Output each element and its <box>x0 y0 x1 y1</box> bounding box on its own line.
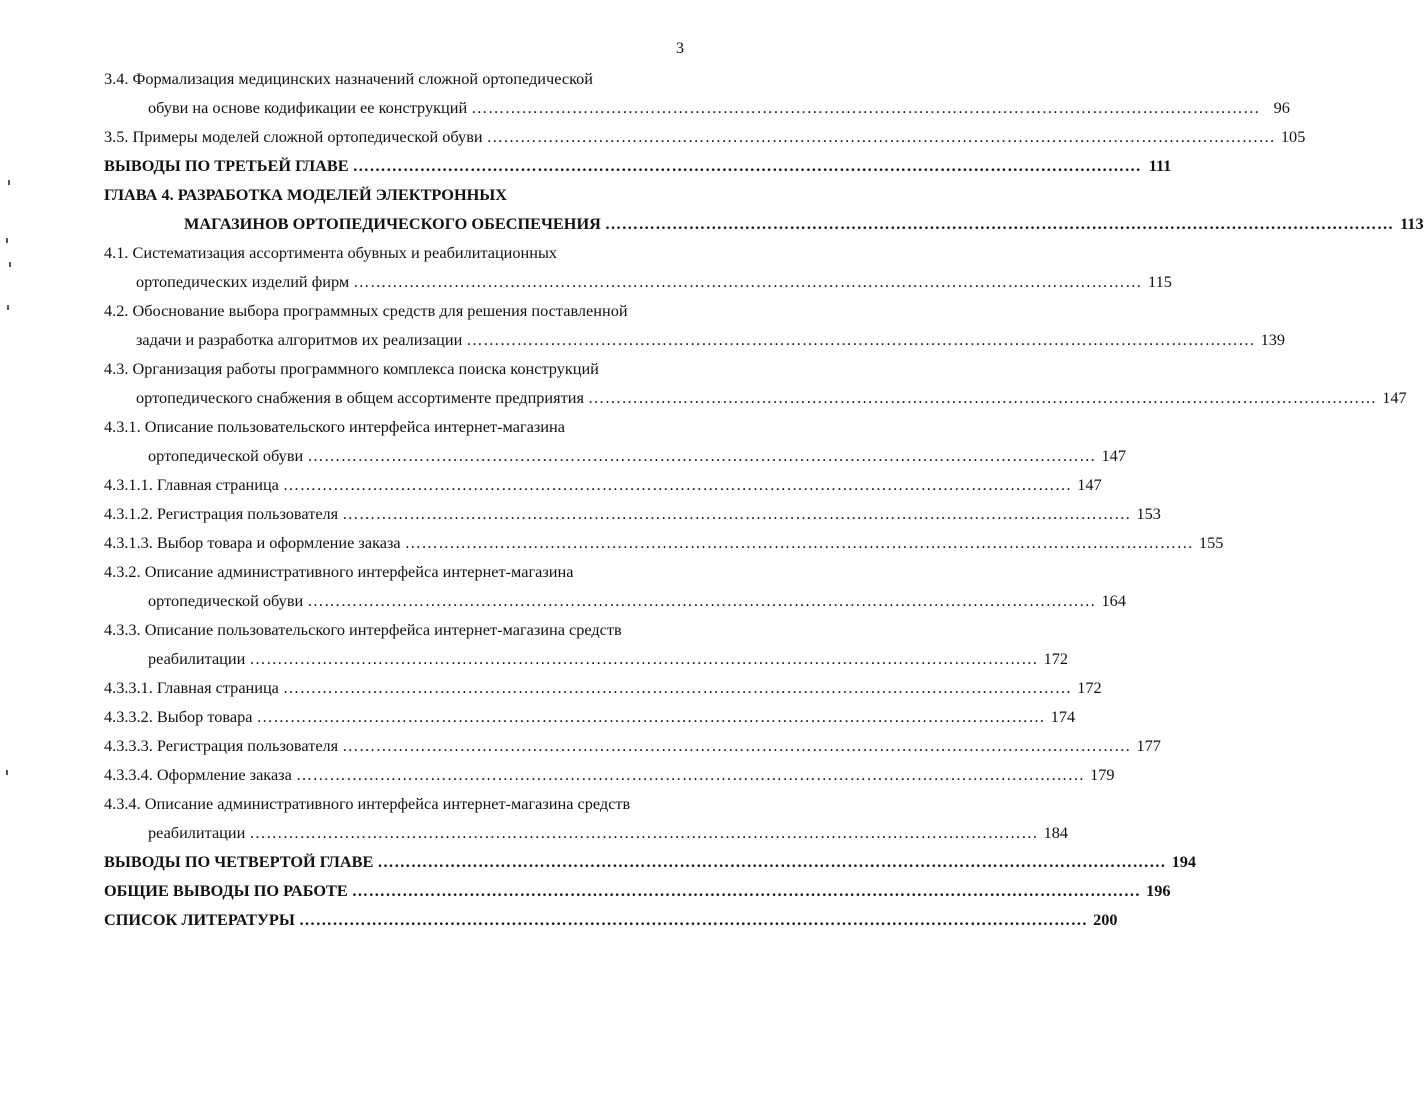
toc-page-number: 147 <box>1382 388 1407 407</box>
toc-entry-references[interactable] <box>104 905 1118 934</box>
toc-entry-title-line: 4.3. Организация работы программного комплекса поиска конструкций <box>104 359 599 378</box>
toc-entry-4-2[interactable] <box>104 296 1286 354</box>
toc-page-number: 147 <box>1101 446 1126 465</box>
toc-page-number: 113 <box>1400 214 1424 233</box>
toc-page-number: 111 <box>1148 156 1172 175</box>
toc-page-number: 105 <box>1280 127 1306 146</box>
dot-leader: …………………………………………………………………………………………………………………………… <box>256 707 1046 726</box>
toc-entry-4-3-3-2[interactable] <box>104 702 1076 731</box>
toc-entry-general-conclusions[interactable] <box>104 876 1171 905</box>
toc-entry-title-line: 4.3.1.3. Выбор товара и оформление заказа <box>104 533 401 552</box>
toc-entry-title-line: 4.3.4. Описание административного интерфейса интернет-магазина средств <box>104 794 631 813</box>
toc-entry-title-line: задачи и разработка алгоритмов их реализации <box>136 330 463 349</box>
toc-page-number: 179 <box>1090 765 1115 784</box>
toc-entry-title-line: 4.3.1.1. Главная страница <box>104 475 279 494</box>
toc-entry-title-line: ВЫВОДЫ ПО ТРЕТЬЕЙ ГЛАВЕ <box>104 156 349 175</box>
toc-page-number: 96 <box>1273 98 1290 117</box>
dot-leader: …………………………………………………………………………………………………………………………… <box>486 127 1276 146</box>
toc-page-number: 172 <box>1077 678 1102 697</box>
toc-page-number: 139 <box>1260 330 1286 349</box>
toc-entry-title-line: ВЫВОДЫ ПО ЧЕТВЕРТОЙ ГЛАВЕ <box>104 852 374 871</box>
toc-entry-title-line: ОБЩИЕ ВЫВОДЫ ПО РАБОТЕ <box>104 881 348 900</box>
dot-leader: …………………………………………………………………………………………………………………………… <box>298 910 1088 929</box>
toc-entry-4-3-1-3[interactable] <box>104 528 1224 557</box>
toc-entry-title-line: реабилитации <box>148 649 246 668</box>
toc-entry-title-line: ортопедической обуви <box>148 591 304 610</box>
toc-page-number: 200 <box>1093 910 1118 929</box>
toc-entry-chapter-4[interactable] <box>104 180 1424 238</box>
toc-entry-title-line: МАГАЗИНОВ ОРТОПЕДИЧЕСКОГО ОБЕСПЕЧЕНИЯ <box>184 214 601 233</box>
toc-entry-4-3-1-1[interactable] <box>104 470 1102 499</box>
scan-artifact <box>7 305 9 310</box>
toc-entry-4-3-3[interactable] <box>104 615 1069 673</box>
toc-entry-title-line: 4.3.3.2. Выбор товара <box>104 707 253 726</box>
dot-leader: …………………………………………………………………………………………………………………………… <box>377 852 1167 871</box>
scan-artifact <box>6 238 8 243</box>
toc-entry-title-line: 4.3.3.3. Регистрация пользователя <box>104 736 339 755</box>
toc-page-number: 194 <box>1171 852 1197 871</box>
toc-entry-title-line: 4.3.1.2. Регистрация пользователя <box>104 504 339 523</box>
toc-page-number: 196 <box>1146 881 1171 900</box>
scan-artifact <box>6 770 8 775</box>
toc-page-number: 155 <box>1198 533 1224 552</box>
toc-entry-4-3-4[interactable] <box>104 789 1069 847</box>
dot-leader: …………………………………………………………………………………………………………………………… <box>307 446 1096 465</box>
toc-entry-4-3-3-4[interactable] <box>104 760 1115 789</box>
toc-entry-title-line: 4.3.3.4. Оформление заказа <box>104 765 292 784</box>
dot-leader: …………………………………………………………………………………………………………………………… <box>342 736 1131 755</box>
toc-entry-4-3-1-2[interactable] <box>104 499 1161 528</box>
page-number: 3 <box>676 40 684 57</box>
toc-entry-title-line: СПИСОК ЛИТЕРАТУРЫ <box>104 910 295 929</box>
dot-leader: …………………………………………………………………………………………………………………………… <box>471 98 1260 117</box>
dot-leader: …………………………………………………………………………………………………………………………… <box>466 330 1256 349</box>
dot-leader: …………………………………………………………………………………………………………………………… <box>342 504 1131 523</box>
toc-entry-title-line: обуви на основе кодификации ее конструкций <box>148 98 468 117</box>
toc-page-number: 115 <box>1148 272 1172 291</box>
toc-entry-4-1[interactable] <box>104 238 1172 296</box>
dot-leader: …………………………………………………………………………………………………………………………… <box>352 156 1142 175</box>
toc-page-number: 177 <box>1136 736 1161 755</box>
dot-leader: …………………………………………………………………………………………………………………………… <box>604 214 1394 233</box>
dot-leader: …………………………………………………………………………………………………………………………… <box>249 823 1039 842</box>
toc-entry-title-line: реабилитации <box>148 823 246 842</box>
toc-page-number: 147 <box>1077 475 1102 494</box>
toc-entry-4-3-3-1[interactable] <box>104 673 1102 702</box>
toc-entry-conclusions-3[interactable] <box>104 151 1172 180</box>
toc-entry-conclusions-4[interactable] <box>104 847 1197 876</box>
toc-entry-3-5[interactable] <box>104 122 1306 151</box>
toc-page-number: 164 <box>1101 591 1126 610</box>
toc-page-number: 184 <box>1043 823 1069 842</box>
toc-entry-4-3[interactable] <box>104 354 1407 412</box>
toc-page-number: 153 <box>1136 504 1161 523</box>
toc-entry-title-line: ГЛАВА 4. РАЗРАБОТКА МОДЕЛЕЙ ЭЛЕКТРОННЫХ <box>104 185 508 204</box>
dot-leader: …………………………………………………………………………………………………………………………… <box>353 272 1142 291</box>
dot-leader: …………………………………………………………………………………………………………………………… <box>404 533 1194 552</box>
toc-entry-title-line: ортопедического снабжения в общем ассортименте предприятия <box>136 388 584 407</box>
toc-entry-title-line: ортопедической обуви <box>148 446 304 465</box>
dot-leader: …………………………………………………………………………………………………………………………… <box>249 649 1039 668</box>
toc-page-number: 172 <box>1043 649 1069 668</box>
toc-entry-title-line: 4.3.1. Описание пользовательского интерфейса интернет-магазина <box>104 417 565 436</box>
toc-entry-3-4[interactable] <box>104 64 1290 122</box>
toc-entry-title-line: 4.3.3. Описание пользовательского интерфейса интернет-магазина средств <box>104 620 622 639</box>
toc-entry-title-line: 3.4. Формализация медицинских назначений сложной ортопедической <box>104 69 594 88</box>
toc-entry-title-line: ортопедических изделий фирм <box>136 272 350 291</box>
dot-leader: …………………………………………………………………………………………………………………………… <box>307 591 1096 610</box>
toc-entry-title-line: 4.3.3.1. Главная страница <box>104 678 279 697</box>
dot-leader: …………………………………………………………………………………………………………………………… <box>295 765 1085 784</box>
table-of-contents <box>104 64 1424 934</box>
dot-leader: …………………………………………………………………………………………………………………………… <box>282 678 1072 697</box>
toc-entry-4-3-1[interactable] <box>104 412 1126 470</box>
toc-page-number: 174 <box>1050 707 1076 726</box>
dot-leader: …………………………………………………………………………………………………………………………… <box>351 881 1141 900</box>
toc-entry-title-line: 4.1. Систематизация ассортимента обувных и реабилитационных <box>104 243 558 262</box>
dot-leader: …………………………………………………………………………………………………………………………… <box>282 475 1072 494</box>
scan-artifact <box>9 262 11 267</box>
toc-entry-4-3-3-3[interactable] <box>104 731 1161 760</box>
toc-entry-title-line: 4.2. Обоснование выбора программных средств для решения поставленной <box>104 301 628 320</box>
toc-entry-title-line: 4.3.2. Описание административного интерфейса интернет-магазина <box>104 562 574 581</box>
toc-entry-title-line: 3.5. Примеры моделей сложной ортопедической обуви <box>104 127 483 146</box>
dot-leader: …………………………………………………………………………………………………………………………… <box>587 388 1377 407</box>
scan-artifact <box>8 180 10 185</box>
toc-entry-4-3-2[interactable] <box>104 557 1126 615</box>
